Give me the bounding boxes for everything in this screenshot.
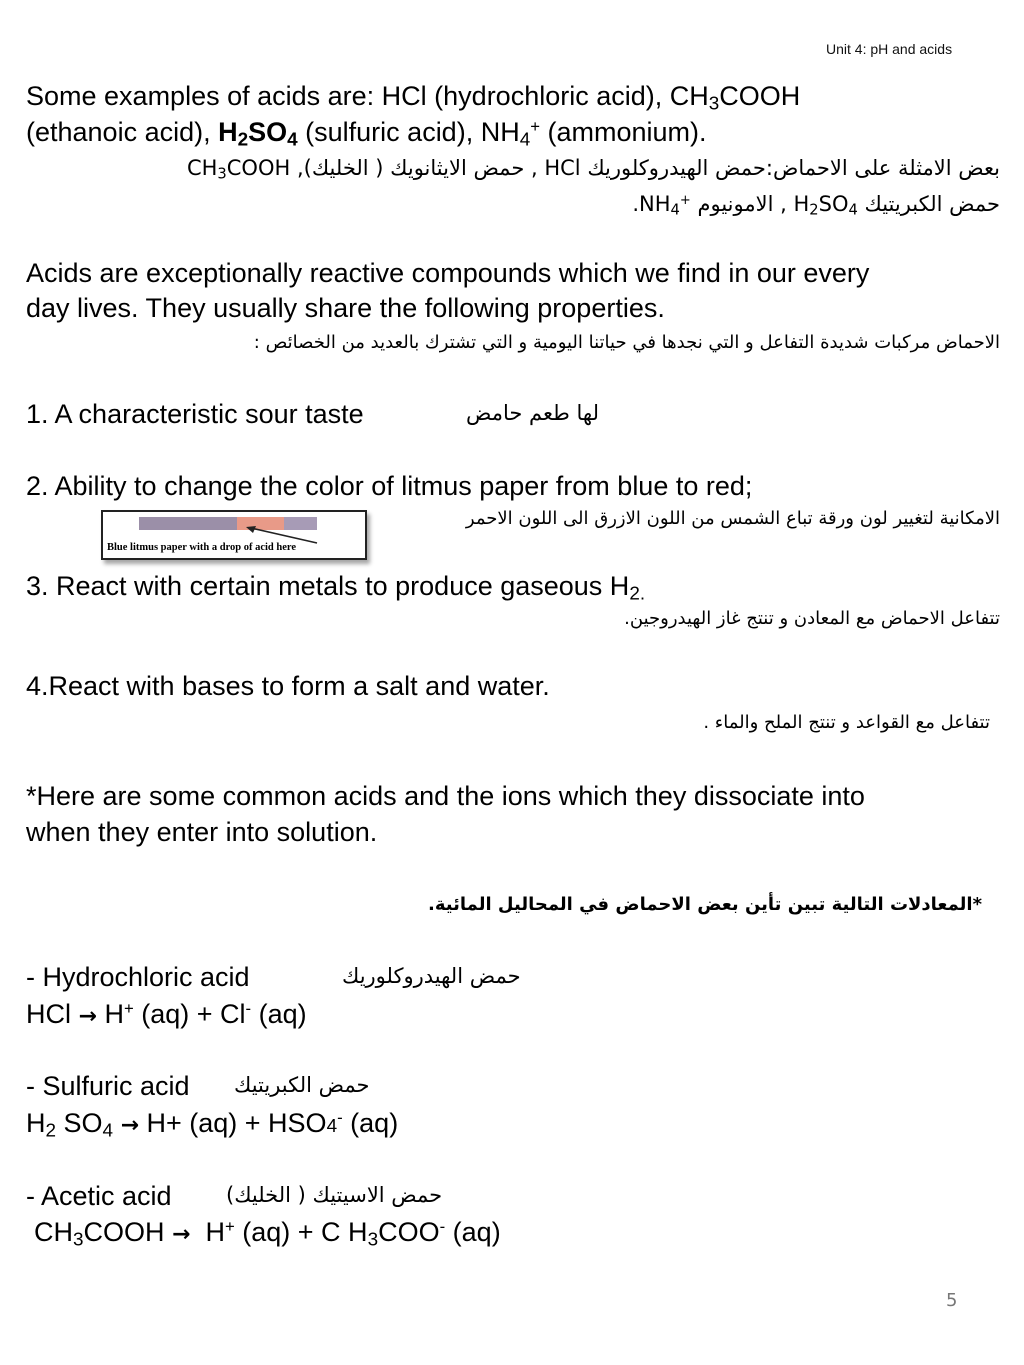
text: H+ (aq) + HSO bbox=[139, 1108, 327, 1138]
subscript: 4 bbox=[102, 1120, 114, 1142]
formula bbox=[639, 192, 691, 219]
reaction-arrow-icon: → bbox=[172, 1222, 191, 1247]
text: SO bbox=[818, 192, 849, 216]
formula bbox=[186, 156, 304, 183]
property-3-en bbox=[26, 568, 645, 604]
subscript: 2. bbox=[629, 583, 646, 605]
text: H bbox=[218, 117, 238, 147]
acid-sulfuric-name-ar: حمض الكبريتيك bbox=[234, 1073, 370, 1097]
text: (ammonium). bbox=[540, 117, 707, 147]
subscript: 2 bbox=[237, 129, 249, 151]
property-1-ar: لها طعم حامض bbox=[466, 401, 600, 425]
text: (aq) + C H bbox=[234, 1217, 368, 1247]
acid-hcl-name-ar: حمض الهيدروكلوريك bbox=[342, 964, 521, 988]
superscript: - bbox=[337, 1107, 343, 1127]
dissociation-en-line-1: *Here are some common acids and the ions which they dissociate into bbox=[26, 781, 865, 811]
acid-hcl-equation bbox=[26, 996, 307, 1035]
intro-ar-line-2 bbox=[632, 187, 1000, 221]
text: COOH , bbox=[226, 156, 304, 180]
reaction-arrow-icon: → bbox=[78, 1004, 97, 1029]
small-text: 4 bbox=[326, 1116, 338, 1137]
text: , الامونيوم bbox=[690, 192, 794, 216]
text: H bbox=[190, 1217, 225, 1247]
text: NH bbox=[639, 192, 671, 216]
text: COOH bbox=[83, 1217, 173, 1247]
text: (aq) bbox=[445, 1217, 501, 1247]
text: (ethanoic acid), bbox=[26, 117, 219, 147]
subscript: 3 bbox=[708, 93, 720, 115]
intro-en-line-1 bbox=[26, 78, 800, 114]
acid-acetic-equation bbox=[34, 1214, 501, 1253]
subscript: 3 bbox=[217, 165, 227, 183]
superscript: + bbox=[123, 998, 134, 1018]
acid-acetic-name-ar: حمض الاسيتيك ( الخليك) bbox=[226, 1183, 443, 1207]
acid-acetic-name-en: - Acetic acid bbox=[26, 1181, 172, 1211]
superscript: + bbox=[224, 1216, 235, 1236]
text: SO bbox=[248, 117, 288, 147]
properties-ar-line: الاحماض مركبات شديدة التفاعل و التي نجدها في حياتنا اليومية و التي تشترك بالعديد من الخصائص : bbox=[253, 332, 1000, 353]
text: HCl bbox=[26, 999, 79, 1029]
properties-en-line-1: Acids are exceptionally reactive compounds which we find in our every bbox=[26, 258, 870, 288]
text: COO bbox=[378, 1217, 440, 1247]
unit-header: Unit 4: pH and acids bbox=[826, 41, 953, 57]
text: (aq) bbox=[342, 1108, 399, 1138]
formula bbox=[793, 192, 858, 219]
text: CH bbox=[34, 1217, 73, 1247]
acid-hcl-name-en: - Hydrochloric acid bbox=[26, 962, 250, 992]
subscript: 2 bbox=[809, 201, 819, 219]
property-3-ar: تتفاعل الاحماض مع المعادن و تنتج غاز الهيدروجين. bbox=[624, 608, 1000, 629]
acid-sulfuric-equation bbox=[26, 1105, 398, 1145]
litmus-paper-figure bbox=[101, 510, 367, 560]
subscript: 2 bbox=[45, 1120, 57, 1142]
reaction-arrow-icon: → bbox=[120, 1113, 139, 1138]
text: COOH bbox=[719, 81, 801, 111]
text: H bbox=[26, 1108, 46, 1138]
property-1-en: 1. A characteristic sour taste bbox=[26, 399, 364, 429]
property-2-en: 2. Ability to change the color of litmus paper from blue to red; bbox=[26, 471, 753, 501]
text: H bbox=[96, 999, 124, 1029]
subscript: 4 bbox=[670, 201, 680, 219]
subscript: 4 bbox=[519, 129, 531, 151]
text: بعض الامثلة على الاحماض:حمض الهيدروكلوريك HCl , حمض الايثانويك ( الخليك) bbox=[303, 156, 1000, 180]
page-number: 5 bbox=[946, 1290, 958, 1311]
text: Some examples of acids are: HCl (hydrochloric acid), CH bbox=[26, 81, 709, 111]
subscript: 3 bbox=[367, 1229, 379, 1251]
subscript: 3 bbox=[73, 1229, 84, 1251]
bold-formula bbox=[218, 117, 298, 151]
litmus-caption: Blue litmus paper with a drop of acid here bbox=[107, 542, 297, 553]
text: CH bbox=[186, 156, 218, 180]
text: SO bbox=[56, 1108, 103, 1138]
acid-sulfuric-name-en: - Sulfuric acid bbox=[26, 1071, 190, 1101]
superscript: + bbox=[679, 192, 691, 208]
property-4-en: 4.React with bases to form a salt and water. bbox=[26, 671, 550, 701]
text: (sulfuric acid), NH bbox=[297, 117, 520, 147]
intro-en-line-2 bbox=[26, 114, 707, 150]
property-2-ar: الامكانية لتغيير لون ورقة تباع الشمس من اللون الازرق الى اللون الاحمر bbox=[465, 508, 1000, 529]
properties-en-line-2: day lives. They usually share the following properties. bbox=[26, 293, 665, 323]
superscript: + bbox=[530, 116, 540, 136]
property-4-ar: تتفاعل مع القواعد و تنتج الملح والماء . bbox=[703, 712, 990, 733]
text: H bbox=[793, 192, 810, 216]
superscript: - bbox=[439, 1216, 446, 1236]
dissociation-ar-line: *المعادلات التالية تبين تأين بعض الاحماض في المحاليل المائية. bbox=[428, 894, 982, 915]
text: (aq) bbox=[251, 999, 307, 1029]
subscript: 4 bbox=[287, 129, 298, 151]
intro-ar-line-1 bbox=[187, 151, 1000, 185]
text: . bbox=[632, 192, 640, 216]
text: (aq) + Cl bbox=[133, 999, 246, 1029]
subscript: 4 bbox=[848, 201, 858, 219]
superscript: - bbox=[245, 998, 252, 1018]
text: حمض الكبريتيك bbox=[857, 192, 1000, 216]
dissociation-en-line-2: when they enter into solution. bbox=[26, 817, 378, 847]
text: 3. React with certain metals to produce gaseous H bbox=[26, 571, 630, 601]
